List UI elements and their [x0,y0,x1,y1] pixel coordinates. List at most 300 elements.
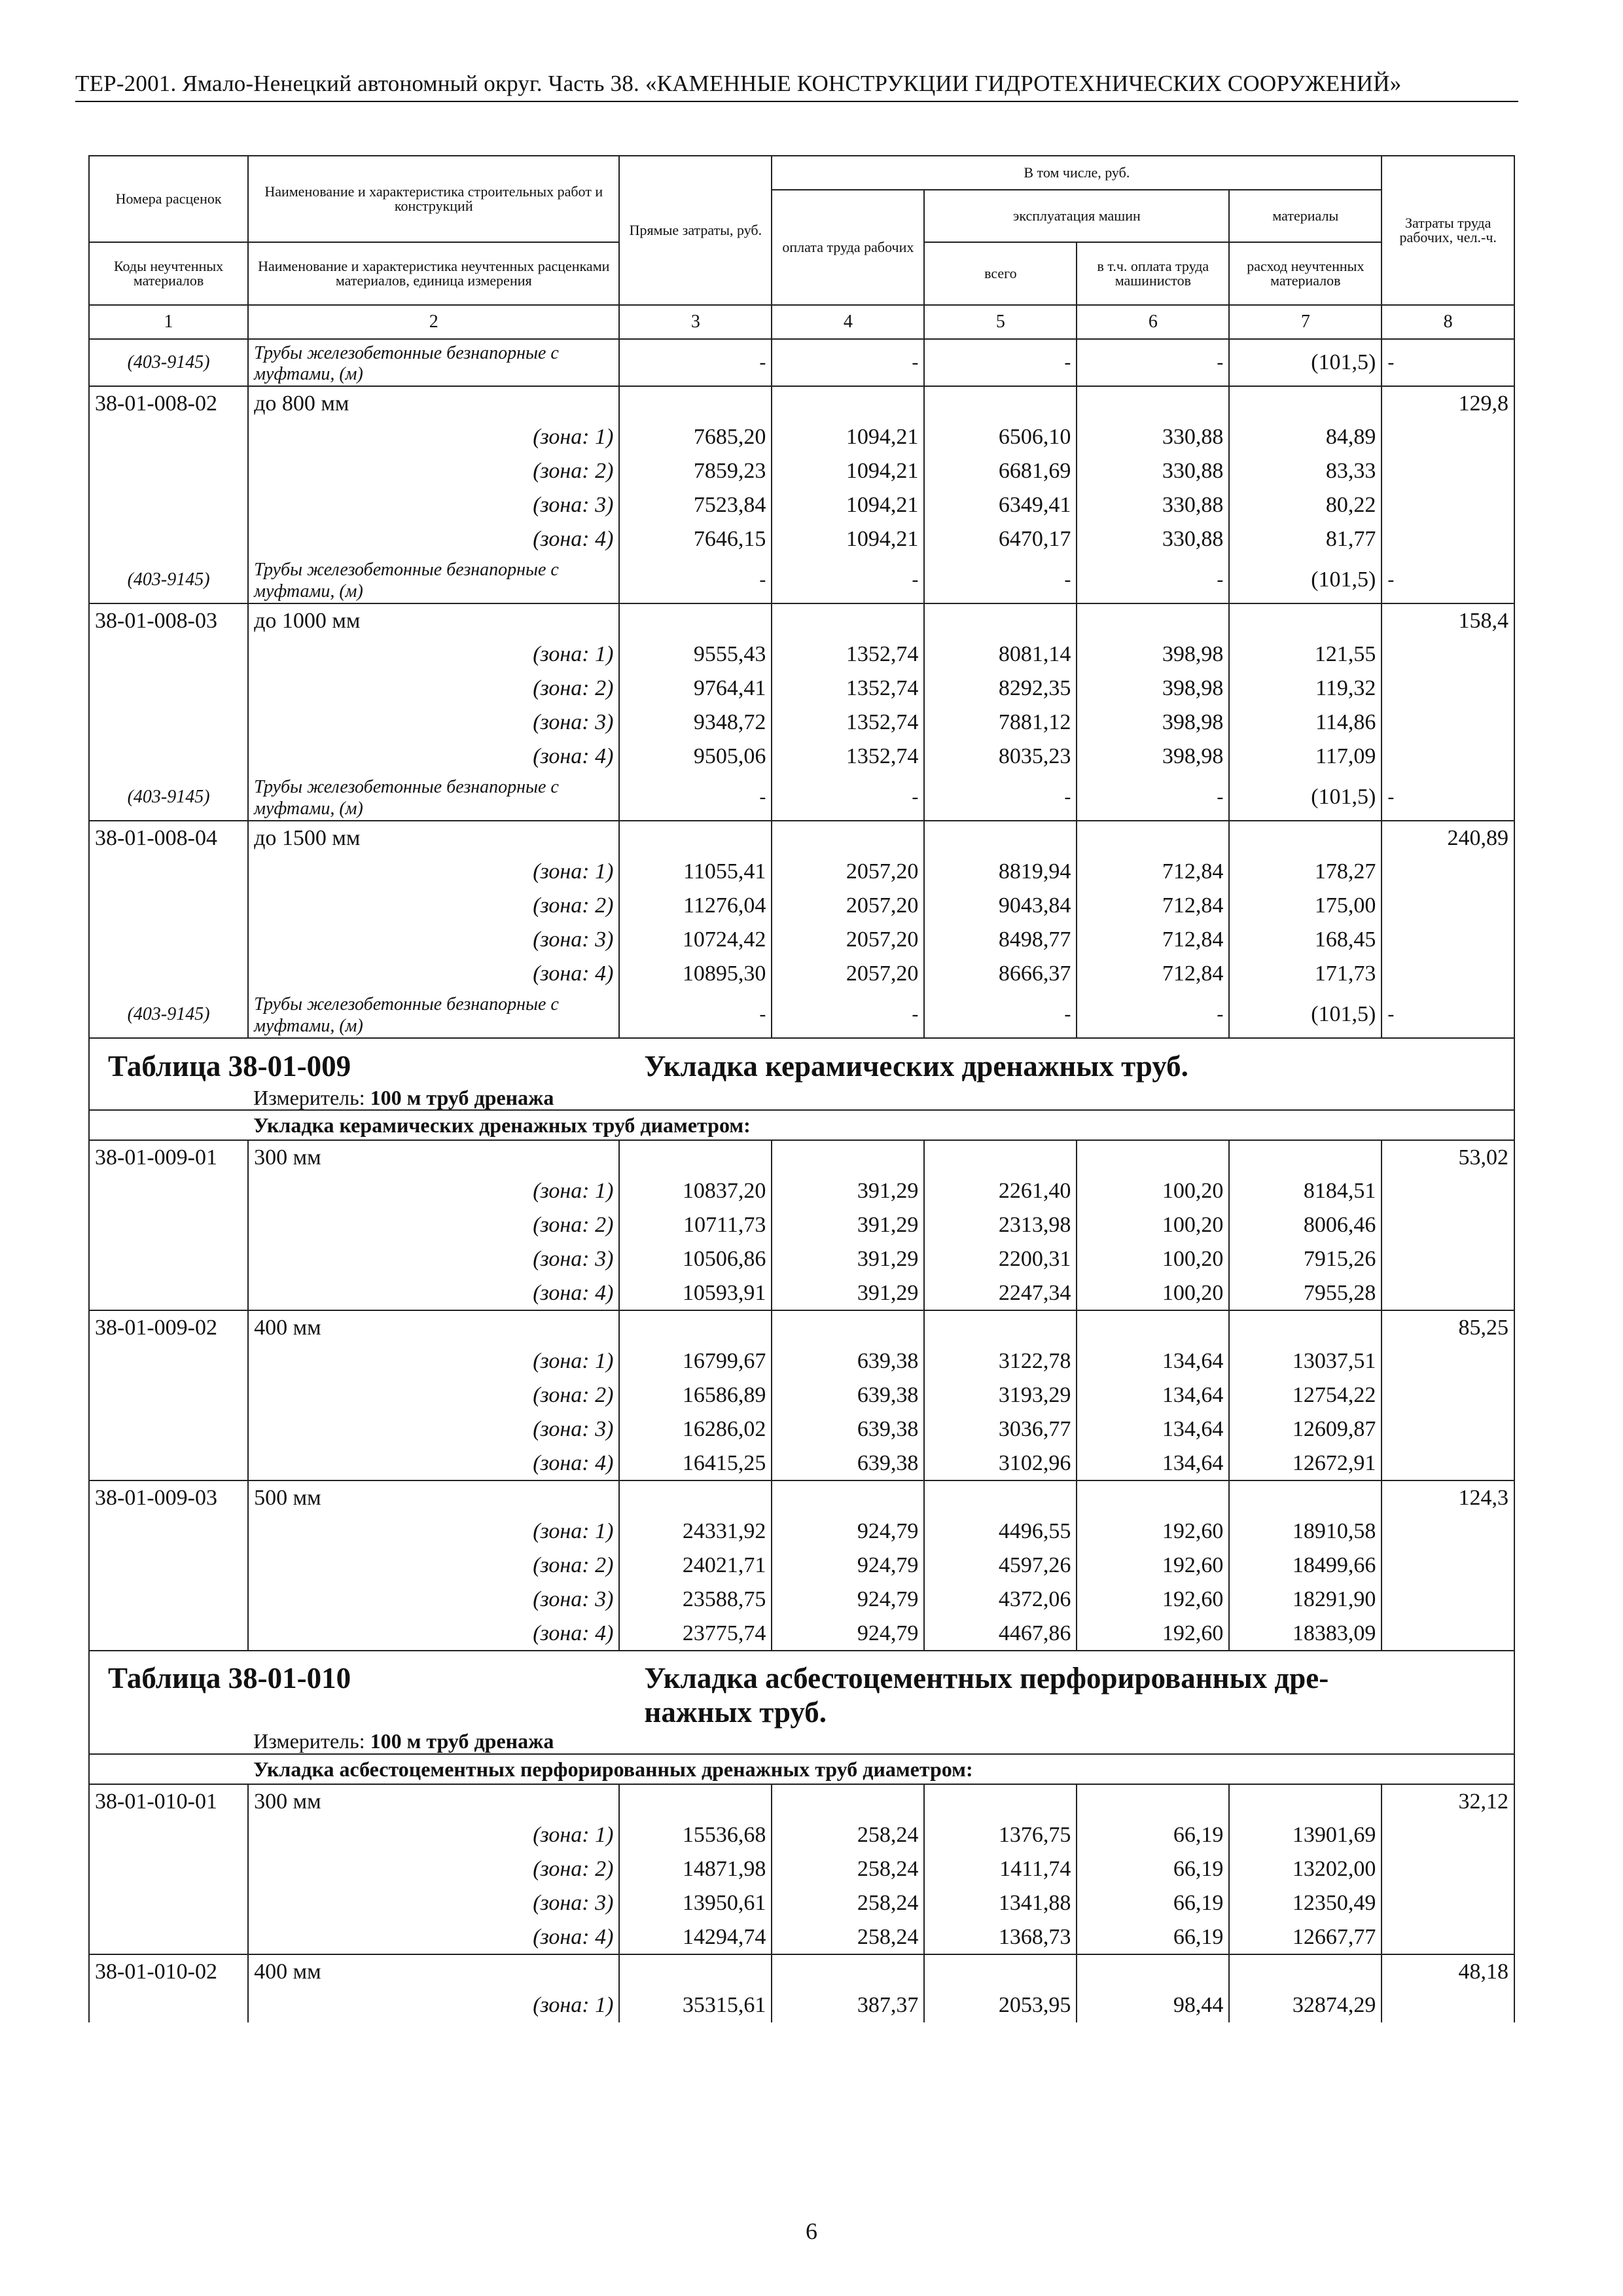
zone-label: (зона: 1) [248,855,619,889]
machine-total: 1368,73 [924,1920,1077,1954]
measure [248,1728,1514,1754]
table-title-row [89,1696,1514,1728]
operator-pay: 100,20 [1077,1208,1229,1242]
materials-value: 13901,69 [1229,1818,1382,1852]
rate-code: 38-01-008-03 [89,603,248,637]
empty-cell [1382,1446,1514,1480]
hdr-material-names: Наименование и характеристика неучтенных расценками материалов, единица измерения [248,242,619,305]
direct-cost: 9348,72 [619,706,772,740]
material-name: Трубы железобетонные безнапорные с муфтами, (м) [248,774,619,821]
empty-cell [1382,488,1514,522]
machine-total: 2313,98 [924,1208,1077,1242]
rate-row [89,821,1514,855]
empty-cell [89,1344,248,1378]
dash-cell: - [1382,991,1514,1038]
machine-total: 4372,06 [924,1583,1077,1617]
direct-cost: 11055,41 [619,855,772,889]
table-title-row [89,1047,1514,1085]
worker-pay: 2057,20 [772,855,924,889]
zone-label: (зона: 1) [248,1344,619,1378]
hdr-materials: материалы [1229,190,1382,242]
section-row [89,1754,1514,1784]
operator-pay: 330,88 [1077,454,1229,488]
zone-label: (зона: 2) [248,1208,619,1242]
zone-row [89,1886,1514,1920]
materials-value: 13202,00 [1229,1852,1382,1886]
machine-total: 8081,14 [924,637,1077,672]
machine-total: 2247,34 [924,1276,1077,1310]
empty-cell [619,386,772,420]
materials-value: 168,45 [1229,923,1382,957]
direct-cost: 10837,20 [619,1174,772,1208]
rate-name: 300 мм [248,1784,619,1818]
materials-value: 12609,87 [1229,1412,1382,1446]
zone-row [89,420,1514,454]
empty-cell [1229,1140,1382,1174]
dash-cell: - [619,774,772,821]
labor-value: 240,89 [1382,821,1514,855]
operator-pay: 66,19 [1077,1852,1229,1886]
empty-cell [1382,1818,1514,1852]
dash-cell: - [772,339,924,386]
operator-pay: 398,98 [1077,740,1229,774]
measure-row [89,1728,1514,1754]
machine-total: 3036,77 [924,1412,1077,1446]
empty-cell [89,855,248,889]
page-number: 6 [806,2218,817,2244]
empty-cell [772,1310,924,1344]
zone-row [89,855,1514,889]
rate-code: 38-01-009-02 [89,1310,248,1344]
direct-cost: 7685,20 [619,420,772,454]
empty-cell [619,1480,772,1515]
operator-pay: 192,60 [1077,1515,1229,1549]
empty-cell [619,1954,772,1988]
operator-pay: 330,88 [1077,522,1229,556]
empty-cell [89,1988,248,2022]
direct-cost: 7646,15 [619,522,772,556]
rate-code: 38-01-009-03 [89,1480,248,1515]
machine-total: 6506,10 [924,420,1077,454]
material-row [89,339,1514,386]
empty-cell [1382,1583,1514,1617]
worker-pay: 258,24 [772,1818,924,1852]
empty-cell [89,522,248,556]
zone-label: (зона: 3) [248,1242,619,1276]
measure [248,1085,1514,1110]
zone-label: (зона: 1) [248,1515,619,1549]
rate-row [89,1954,1514,1988]
dash-cell: - [619,339,772,386]
col-number: 3 [619,305,772,339]
empty-cell [1382,1617,1514,1651]
rate-row [89,1310,1514,1344]
direct-cost: 23588,75 [619,1583,772,1617]
hdr-labor: Затраты труда рабочих, чел.-ч. [1382,156,1514,305]
rate-row [89,386,1514,420]
operator-pay: 330,88 [1077,488,1229,522]
empty-cell [89,1446,248,1480]
empty-cell [1382,1852,1514,1886]
zone-row [89,1617,1514,1651]
worker-pay: 258,24 [772,1920,924,1954]
rate-name: 400 мм [248,1954,619,1988]
empty-cell [1382,1549,1514,1583]
zone-label: (зона: 4) [248,1276,619,1310]
dash-cell: - [1077,991,1229,1038]
empty-cell [924,821,1077,855]
hdr-work-name: Наименование и характеристика строительных работ и конструкций [248,156,619,242]
machine-total: 4467,86 [924,1617,1077,1651]
hdr-machine-operation: эксплуатация машин [924,190,1229,242]
empty-cell [1382,1886,1514,1920]
zone-row [89,1242,1514,1276]
material-qty: (101,5) [1229,774,1382,821]
zone-label: (зона: 2) [248,672,619,706]
operator-pay: 100,20 [1077,1242,1229,1276]
empty-cell [1382,454,1514,488]
rate-code: 38-01-008-02 [89,386,248,420]
col-number: 6 [1077,305,1229,339]
measure-row [89,1085,1514,1110]
worker-pay: 924,79 [772,1617,924,1651]
zone-label: (зона: 4) [248,957,619,991]
empty-cell [89,1886,248,1920]
empty-cell [1382,957,1514,991]
dash-cell: - [619,991,772,1038]
empty-cell [619,821,772,855]
zone-row [89,1549,1514,1583]
empty-cell [89,1617,248,1651]
empty-cell [89,706,248,740]
zone-row [89,1378,1514,1412]
worker-pay: 1352,74 [772,740,924,774]
empty-cell [89,957,248,991]
machine-total: 1411,74 [924,1852,1077,1886]
empty-cell [89,637,248,672]
dash-cell: - [924,339,1077,386]
zone-row [89,1276,1514,1310]
hdr-direct-costs: Прямые затраты, руб. [619,156,772,305]
rate-row [89,1140,1514,1174]
zone-label: (зона: 3) [248,1886,619,1920]
col-number: 4 [772,305,924,339]
machine-total: 6349,41 [924,488,1077,522]
empty-cell [89,1378,248,1412]
operator-pay: 66,19 [1077,1920,1229,1954]
zone-row [89,1988,1514,2022]
table-label: Таблица 38-01-010 [89,1660,619,1696]
material-name: Трубы железобетонные безнапорные с муфтами, (м) [248,556,619,603]
empty-cell [89,1085,248,1110]
zone-row [89,1446,1514,1480]
rate-name: до 800 мм [248,386,619,420]
materials-value: 178,27 [1229,855,1382,889]
zone-label: (зона: 1) [248,637,619,672]
empty-cell [1229,603,1382,637]
materials-value: 119,32 [1229,672,1382,706]
rate-row [89,603,1514,637]
empty-cell [89,1242,248,1276]
rate-name: 500 мм [248,1480,619,1515]
operator-pay: 398,98 [1077,637,1229,672]
worker-pay: 391,29 [772,1242,924,1276]
empty-cell [924,1140,1077,1174]
machine-total: 8666,37 [924,957,1077,991]
hdr-including: В том числе, руб. [772,156,1382,190]
materials-value: 12350,49 [1229,1886,1382,1920]
zone-row [89,889,1514,923]
material-name: Трубы железобетонные безнапорные с муфтами, (м) [248,339,619,386]
dash-cell: - [1382,339,1514,386]
materials-value: 121,55 [1229,637,1382,672]
empty-cell [924,386,1077,420]
machine-total: 4496,55 [924,1515,1077,1549]
machine-total: 6470,17 [924,522,1077,556]
material-qty: (101,5) [1229,991,1382,1038]
dash-cell: - [1077,556,1229,603]
materials-value: 18383,09 [1229,1617,1382,1651]
operator-pay: 98,44 [1077,1988,1229,2022]
material-name: Трубы железобетонные безнапорные с муфтами, (м) [248,991,619,1038]
dash-cell: - [772,991,924,1038]
dash-cell: - [1382,556,1514,603]
zone-label: (зона: 4) [248,522,619,556]
empty-cell [1077,603,1229,637]
empty-cell [1229,386,1382,420]
worker-pay: 2057,20 [772,923,924,957]
table-title-line1: Укладка асбестоцементных перфорированных дре- [619,1660,1514,1696]
dash-cell: - [1077,339,1229,386]
empty-cell [772,1784,924,1818]
empty-cell [1229,1784,1382,1818]
zone-row [89,672,1514,706]
col-number: 8 [1382,305,1514,339]
worker-pay: 639,38 [772,1412,924,1446]
materials-value: 18910,58 [1229,1515,1382,1549]
empty-cell [924,1480,1077,1515]
worker-pay: 2057,20 [772,889,924,923]
empty-cell [1382,1920,1514,1954]
empty-cell [772,1140,924,1174]
measure-prefix: Измеритель: [253,1085,370,1109]
machine-total: 2200,31 [924,1242,1077,1276]
dash-cell: - [1077,774,1229,821]
direct-cost: 24331,92 [619,1515,772,1549]
zone-label: (зона: 3) [248,1583,619,1617]
machine-total: 8292,35 [924,672,1077,706]
operator-pay: 134,64 [1077,1412,1229,1446]
materials-value: 80,22 [1229,488,1382,522]
rate-code: 38-01-010-02 [89,1954,248,1988]
direct-cost: 10593,91 [619,1276,772,1310]
table-title: Укладка керамических дренажных труб. [619,1047,1514,1085]
empty-cell [89,488,248,522]
empty-cell [1077,1140,1229,1174]
zone-label: (зона: 4) [248,1617,619,1651]
labor-value: 124,3 [1382,1480,1514,1515]
operator-pay: 134,64 [1077,1344,1229,1378]
table-title-line2: нажных труб. [619,1696,1514,1728]
labor-value: 158,4 [1382,603,1514,637]
material-row [89,774,1514,821]
direct-cost: 9505,06 [619,740,772,774]
worker-pay: 387,37 [772,1988,924,2022]
operator-pay: 330,88 [1077,420,1229,454]
zone-label: (зона: 1) [248,1174,619,1208]
direct-cost: 16415,25 [619,1446,772,1480]
labor-value: 32,12 [1382,1784,1514,1818]
direct-cost: 35315,61 [619,1988,772,2022]
rates-table [88,155,1515,2022]
empty-cell [1382,420,1514,454]
operator-pay: 100,20 [1077,1276,1229,1310]
worker-pay: 391,29 [772,1276,924,1310]
empty-cell [1382,889,1514,923]
rate-row [89,1784,1514,1818]
direct-cost: 14871,98 [619,1852,772,1886]
worker-pay: 639,38 [772,1378,924,1412]
empty-cell [772,603,924,637]
empty-cell [1382,522,1514,556]
zone-row [89,1852,1514,1886]
material-row [89,991,1514,1038]
empty-cell [1382,855,1514,889]
empty-cell [89,454,248,488]
worker-pay: 924,79 [772,1549,924,1583]
empty-cell [1382,1378,1514,1412]
measure-value: 100 м труб дренажа [370,1085,554,1109]
labor-value: 85,25 [1382,1310,1514,1344]
rate-name: до 1000 мм [248,603,619,637]
zone-label: (зона: 2) [248,454,619,488]
operator-pay: 134,64 [1077,1378,1229,1412]
zone-row [89,488,1514,522]
material-code: (403-9145) [89,556,248,603]
zone-label: (зона: 4) [248,1446,619,1480]
labor-value: 129,8 [1382,386,1514,420]
section-row [89,1110,1514,1140]
zone-label: (зона: 2) [248,889,619,923]
direct-cost: 23775,74 [619,1617,772,1651]
zone-label: (зона: 1) [248,420,619,454]
operator-pay: 712,84 [1077,889,1229,923]
spacer [89,1038,1514,1047]
empty-cell [924,1310,1077,1344]
section-title: Укладка асбестоцементных перфорированных дренажных труб диаметром: [248,1754,1514,1784]
direct-cost: 11276,04 [619,889,772,923]
empty-cell [924,603,1077,637]
machine-total: 1341,88 [924,1886,1077,1920]
materials-value: 12667,77 [1229,1920,1382,1954]
materials-value: 13037,51 [1229,1344,1382,1378]
machine-total: 1376,75 [924,1818,1077,1852]
zone-label: (зона: 2) [248,1852,619,1886]
empty-cell [772,386,924,420]
empty-cell [89,1515,248,1549]
worker-pay: 924,79 [772,1515,924,1549]
empty-cell [89,889,248,923]
material-qty: (101,5) [1229,339,1382,386]
machine-total: 7881,12 [924,706,1077,740]
worker-pay: 1094,21 [772,454,924,488]
materials-value: 114,86 [1229,706,1382,740]
direct-cost: 16286,02 [619,1412,772,1446]
materials-value: 83,33 [1229,454,1382,488]
zone-row [89,454,1514,488]
zone-row [89,1412,1514,1446]
zone-row [89,957,1514,991]
zone-row [89,706,1514,740]
empty-cell [619,603,772,637]
empty-cell [89,1920,248,1954]
worker-pay: 1094,21 [772,420,924,454]
material-row [89,556,1514,603]
zone-row [89,923,1514,957]
empty-cell [1077,1480,1229,1515]
materials-value: 171,73 [1229,957,1382,991]
machine-total: 8498,77 [924,923,1077,957]
empty-cell [1077,821,1229,855]
empty-cell [89,1276,248,1310]
materials-value: 8184,51 [1229,1174,1382,1208]
dash-cell: - [1382,774,1514,821]
empty-cell [924,1784,1077,1818]
empty-cell [1382,706,1514,740]
rate-name: до 1500 мм [248,821,619,855]
materials-value: 18291,90 [1229,1583,1382,1617]
direct-cost: 13950,61 [619,1886,772,1920]
worker-pay: 391,29 [772,1208,924,1242]
empty-cell [1382,1174,1514,1208]
worker-pay: 1352,74 [772,706,924,740]
material-qty: (101,5) [1229,556,1382,603]
hdr-material-codes: Коды неучтенных материалов [89,242,248,305]
hdr-unaccounted-materials: расход неучтенных материалов [1229,242,1382,305]
direct-cost: 10895,30 [619,957,772,991]
empty-cell [772,1480,924,1515]
empty-cell [89,1696,619,1728]
empty-cell [89,1754,248,1784]
labor-value: 48,18 [1382,1954,1514,1988]
zone-row [89,1344,1514,1378]
empty-cell [89,1728,248,1754]
zone-label: (зона: 4) [248,1920,619,1954]
empty-cell [1229,1954,1382,1988]
empty-cell [619,1784,772,1818]
empty-cell [1382,1412,1514,1446]
worker-pay: 391,29 [772,1174,924,1208]
zone-row [89,637,1514,672]
empty-cell [1229,1310,1382,1344]
direct-cost: 9764,41 [619,672,772,706]
zone-label: (зона: 1) [248,1988,619,2022]
material-code: (403-9145) [89,991,248,1038]
dash-cell: - [772,556,924,603]
zone-label: (зона: 3) [248,706,619,740]
machine-total: 8035,23 [924,740,1077,774]
materials-value: 8006,46 [1229,1208,1382,1242]
empty-cell [89,420,248,454]
measure-value: 100 м труб дренажа [370,1729,554,1753]
empty-cell [89,1110,248,1140]
dash-cell: - [924,774,1077,821]
materials-value: 18499,66 [1229,1549,1382,1583]
empty-cell [89,1583,248,1617]
zone-label: (зона: 2) [248,1378,619,1412]
zone-row [89,1818,1514,1852]
dash-cell: - [924,991,1077,1038]
